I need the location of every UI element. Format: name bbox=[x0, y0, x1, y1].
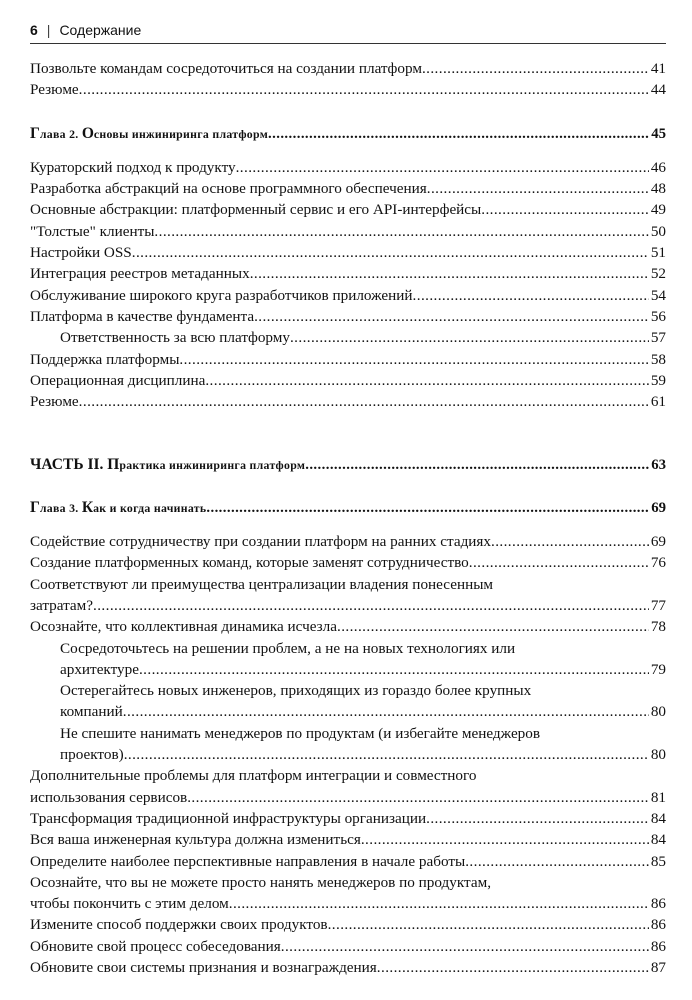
toc-entry[interactable] bbox=[30, 765, 666, 808]
dot-leader bbox=[305, 455, 649, 476]
toc-subentry[interactable] bbox=[30, 638, 666, 681]
page-number: 6 bbox=[30, 22, 38, 38]
toc-entry[interactable] bbox=[30, 391, 666, 412]
part-heading[interactable] bbox=[30, 454, 666, 476]
toc-entry-page: 69 bbox=[650, 533, 666, 551]
spacer bbox=[30, 477, 666, 497]
toc-entry[interactable] bbox=[30, 242, 666, 263]
toc-entry[interactable] bbox=[30, 936, 666, 957]
toc-entry-page: 41 bbox=[650, 60, 666, 77]
toc-entry-page: 84 bbox=[650, 831, 666, 849]
toc-entry-page: 87 bbox=[650, 958, 666, 976]
spacer bbox=[30, 519, 666, 531]
toc-entry-title: Резюме bbox=[30, 393, 79, 411]
dot-leader bbox=[427, 178, 649, 199]
chapter-heading[interactable] bbox=[30, 497, 666, 519]
toc-entry-page: 48 bbox=[650, 180, 666, 198]
toc-subentry[interactable] bbox=[30, 327, 666, 348]
toc-entry-title: Настройки OSS bbox=[30, 244, 132, 262]
toc-entry[interactable] bbox=[30, 531, 666, 552]
dot-leader bbox=[79, 79, 649, 100]
toc-subentry[interactable] bbox=[30, 680, 666, 723]
toc-entry-title: Операционная дисциплина bbox=[30, 371, 206, 389]
toc-entry-title: компаний bbox=[60, 703, 123, 721]
dot-leader bbox=[132, 242, 649, 263]
toc-entry[interactable] bbox=[30, 58, 666, 79]
toc-entry-title: Измените способ поддержки своих продуктов bbox=[30, 916, 328, 934]
dot-leader bbox=[337, 616, 649, 637]
dot-leader bbox=[250, 263, 649, 284]
chapter-title: Глава 3. Как и когда начинать bbox=[30, 498, 207, 516]
dot-leader bbox=[413, 285, 649, 306]
toc-entry-title-line: Осознайте, что вы не можете просто нанять менеджеров по продуктам, bbox=[30, 873, 492, 891]
toc-entry-page: 86 bbox=[650, 916, 666, 934]
dot-leader bbox=[377, 957, 649, 978]
toc-entry-title: Позвольте командам сосредоточиться на создании платформ bbox=[30, 60, 422, 77]
toc-entry-title: затратам? bbox=[30, 596, 94, 614]
toc-entry[interactable] bbox=[30, 552, 666, 573]
toc-entry[interactable] bbox=[30, 221, 666, 242]
header-separator: | bbox=[46, 22, 51, 38]
dot-leader bbox=[290, 327, 649, 348]
toc-entry-page: 80 bbox=[650, 746, 666, 764]
toc-entry-page: 57 bbox=[650, 329, 666, 347]
toc-entry-page: 61 bbox=[650, 393, 666, 411]
toc-entry[interactable] bbox=[30, 263, 666, 284]
toc-entry-page: 49 bbox=[650, 201, 666, 219]
toc-entry[interactable] bbox=[30, 829, 666, 850]
dot-leader bbox=[93, 595, 649, 616]
toc-entry[interactable] bbox=[30, 808, 666, 829]
toc-entry[interactable] bbox=[30, 616, 666, 637]
toc-entry-page: 44 bbox=[650, 81, 666, 99]
toc-entry-title: Содействие сотрудничеству при создании платформ на ранних стадиях bbox=[30, 533, 492, 551]
toc-entry-page: 76 bbox=[650, 554, 666, 572]
toc-entry-title: Трансформация традиционной инфраструктуры организации bbox=[30, 809, 427, 827]
dot-leader bbox=[491, 531, 649, 552]
toc-entry-page: 86 bbox=[650, 937, 666, 955]
toc-entry-title: архитектуре bbox=[60, 660, 139, 678]
spacer bbox=[30, 101, 666, 123]
running-title: Содержание bbox=[59, 22, 142, 38]
toc-entry-title: Создание платформенных команд, которые заменят сотрудничество bbox=[30, 554, 469, 572]
toc-entry-page: 78 bbox=[650, 618, 666, 636]
toc-entry[interactable] bbox=[30, 872, 666, 915]
toc-entry-title: Платформа в качестве фундамента bbox=[30, 307, 255, 325]
toc-entry-title: Поддержка платформы bbox=[30, 350, 180, 368]
dot-leader bbox=[328, 914, 649, 935]
toc-entry-title: Ответственность за всю платформу bbox=[60, 329, 290, 347]
dot-leader bbox=[139, 659, 649, 680]
toc-entry[interactable] bbox=[30, 178, 666, 199]
toc-entry[interactable] bbox=[30, 199, 666, 220]
toc-entry-title-line: Не спешите нанимать менеджеров по продуктам (и избегайте менеджеров bbox=[60, 724, 541, 742]
toc-entry[interactable] bbox=[30, 79, 666, 100]
dot-leader bbox=[154, 221, 648, 242]
dot-leader bbox=[205, 370, 648, 391]
toc-entry-title-line: Сосредоточьтесь на решении проблем, а не на новых технологиях или bbox=[60, 639, 516, 657]
dot-leader bbox=[123, 701, 649, 722]
toc-entry-title-line: Остерегайтесь новых инженеров, приходящих из гораздо более крупных bbox=[60, 682, 532, 700]
dot-leader bbox=[229, 893, 649, 914]
chapter-page: 69 bbox=[651, 499, 666, 516]
toc-entry-title: Обновите свои системы признания и вознаграждения bbox=[30, 958, 377, 976]
toc-entry-title: Обслуживание широкого круга разработчиков приложений bbox=[30, 286, 413, 304]
toc-entry-page: 52 bbox=[650, 265, 666, 283]
toc-entry-page: 56 bbox=[650, 307, 666, 325]
toc-entry-title-line: Соответствуют ли преимущества централизации владения понесенным bbox=[30, 575, 494, 593]
spacer bbox=[30, 412, 666, 454]
toc-subentry[interactable] bbox=[30, 723, 666, 766]
toc-entry[interactable] bbox=[30, 957, 666, 978]
dot-leader bbox=[281, 936, 649, 957]
toc-entry-title: Определите наиболее перспективные направления в начале работы bbox=[30, 852, 466, 870]
toc-entry-page: 46 bbox=[650, 158, 666, 176]
toc-entry-title: чтобы покончить с этим делом bbox=[30, 895, 229, 913]
toc-entry-page: 80 bbox=[650, 703, 666, 721]
toc-entry-page: 58 bbox=[650, 350, 666, 368]
toc-entry[interactable] bbox=[30, 574, 666, 617]
part-title: ЧАСТЬ II. Практика инжиниринга платформ bbox=[30, 456, 306, 474]
part-page: 63 bbox=[651, 457, 666, 474]
toc-entry[interactable] bbox=[30, 306, 666, 327]
toc-entry-page: 86 bbox=[650, 895, 666, 913]
dot-leader bbox=[254, 306, 649, 327]
toc-entry-page: 59 bbox=[650, 371, 666, 389]
toc-entry[interactable] bbox=[30, 851, 666, 872]
toc-entry-page: 54 bbox=[650, 286, 666, 304]
toc-entry[interactable] bbox=[30, 157, 666, 178]
toc-entry-title: Обновите свой процесс собеседования bbox=[30, 937, 281, 955]
dot-leader bbox=[469, 552, 649, 573]
toc-entry-page: 81 bbox=[650, 788, 666, 806]
toc-entry-page: 85 bbox=[650, 852, 666, 870]
toc-entry-title: Осознайте, что коллективная динамика исчезла bbox=[30, 618, 337, 636]
dot-leader bbox=[481, 199, 649, 220]
chapter-heading[interactable] bbox=[30, 123, 666, 145]
page-header bbox=[30, 17, 666, 44]
toc-entry[interactable] bbox=[30, 370, 666, 391]
toc-entry[interactable] bbox=[30, 349, 666, 370]
dot-leader bbox=[79, 391, 649, 412]
dot-leader bbox=[426, 808, 649, 829]
toc-entry[interactable] bbox=[30, 285, 666, 306]
table-of-contents bbox=[30, 58, 666, 978]
toc-entry-title: Основные абстракции: платформенный сервис и его API-интерфейсы bbox=[30, 201, 482, 219]
toc-entry-page: 79 bbox=[650, 660, 666, 678]
toc-entry-title: Кураторский подход к продукту bbox=[30, 158, 236, 176]
dot-leader bbox=[236, 157, 649, 178]
dot-leader bbox=[124, 744, 649, 765]
dot-leader bbox=[465, 851, 649, 872]
toc-entry-title: Резюме bbox=[30, 81, 79, 99]
spacer bbox=[30, 145, 666, 157]
toc-entry-page: 84 bbox=[650, 809, 666, 827]
dot-leader bbox=[422, 58, 649, 79]
toc-entry-page: 51 bbox=[650, 244, 666, 262]
toc-entry-title: Интеграция реестров метаданных bbox=[30, 265, 250, 283]
toc-entry-page: 50 bbox=[650, 222, 666, 240]
toc-entry-title: Вся ваша инженерная культура должна измениться bbox=[30, 831, 361, 849]
toc-entry-title: проектов) bbox=[60, 746, 124, 764]
toc-entry[interactable] bbox=[30, 914, 666, 935]
chapter-page: 45 bbox=[651, 125, 666, 142]
toc-entry-title-line: Дополнительные проблемы для платформ интеграции и совместного bbox=[30, 767, 477, 785]
dot-leader bbox=[206, 498, 649, 519]
toc-entry-title: использования сервисов bbox=[30, 788, 188, 806]
toc-entry-page: 77 bbox=[650, 596, 666, 614]
dot-leader bbox=[361, 829, 649, 850]
toc-entry-title: "Толстые" клиенты bbox=[30, 222, 155, 240]
dot-leader bbox=[268, 124, 649, 145]
dot-leader bbox=[187, 787, 649, 808]
toc-entry-title: Разработка абстракций на основе программного обеспечения bbox=[30, 180, 427, 198]
dot-leader bbox=[179, 349, 648, 370]
chapter-title: Глава 2. Основы инжиниринга платформ bbox=[30, 124, 269, 142]
